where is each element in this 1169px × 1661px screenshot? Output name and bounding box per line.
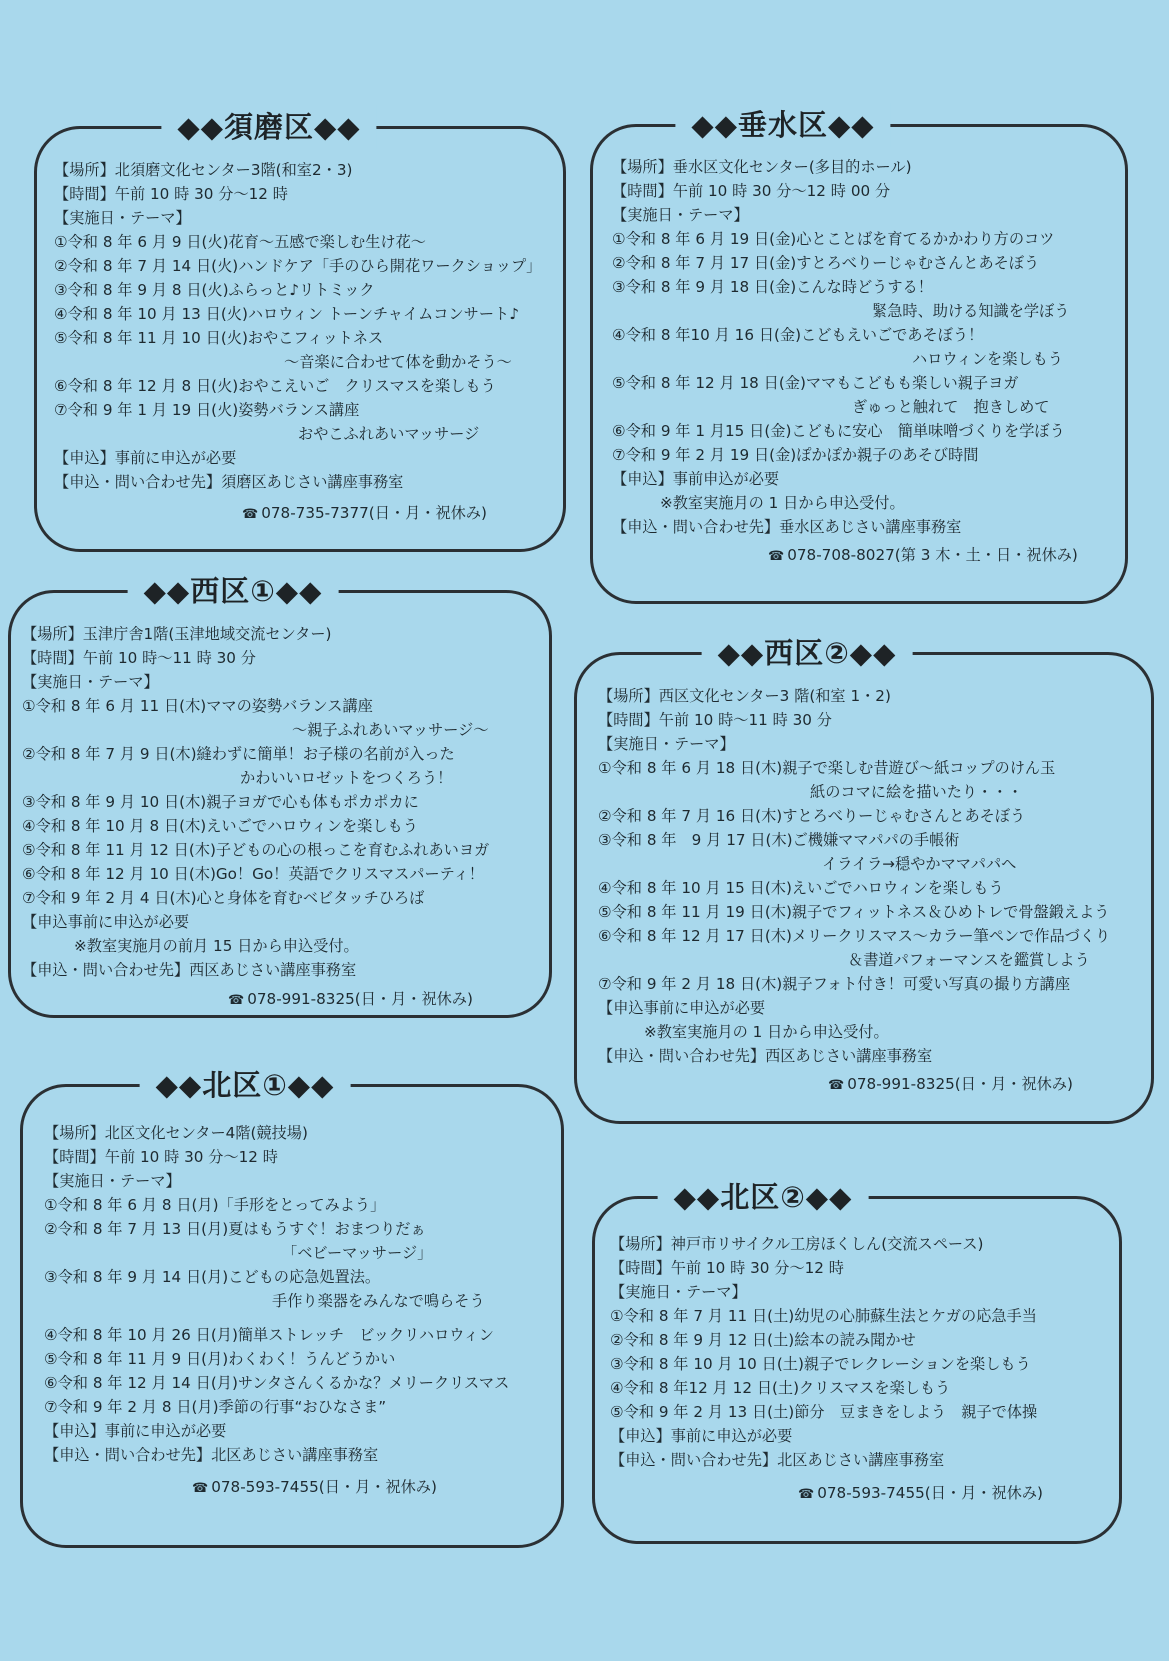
- list-item: 【申込・問い合わせ先】北区あじさい講座事務室: [610, 1451, 945, 1469]
- tarumi-title: ◆◆垂水区◆◆: [675, 103, 890, 147]
- list-item: ⑥令和 8 年 12 月 17 日(木)メリークリスマス～カラー筆ペンで作品づくり: [598, 927, 1111, 945]
- list-item: ⑤令和 8 年 11 月 9 日(月)わくわく！うんどうかい: [44, 1350, 396, 1368]
- list-item: 【申込】事前に申込が必要: [54, 449, 237, 467]
- phone-icon: ☎: [228, 993, 245, 1008]
- list-item: 【時間】午前 10 時～11 時 30 分: [598, 711, 832, 729]
- list-item: 【申込】事前に申込が必要: [44, 1422, 227, 1440]
- list-item: ⑦令和 9 年 2 月 8 日(月)季節の行事“おひなさま”: [44, 1398, 387, 1416]
- list-item: ②令和 8 年 7 月 17 日(金)すとろべりーじゃむさんとあそぼう: [612, 254, 1040, 272]
- list-item: ⑥令和 8 年 12 月 14 日(月)サンタさんくるかな？メリークリスマス: [44, 1374, 510, 1392]
- list-item: 手作り楽器をみんなで鳴らそう: [272, 1292, 485, 1310]
- nishi1-lines: [22, 622, 489, 982]
- phone-number: 078-593-7455(日・月・祝休み): [211, 1478, 437, 1496]
- list-item: ⑤令和 8 年 11 月 10 日(火)おやこフィットネス: [54, 329, 384, 347]
- list-item: ①令和 8 年 6 月 9 日(火)花育～五感で楽しむ生け花～: [54, 233, 426, 251]
- list-item: 【申込事前に申込が必要: [22, 913, 190, 931]
- list-item: 【申込事前に申込が必要: [598, 999, 766, 1017]
- list-item: ④令和 8 年 10 月 8 日(木)えいごでハロウィンを楽しもう: [22, 817, 418, 835]
- phone-icon: ☎: [768, 549, 785, 564]
- nishi1-title: ◆◆西区①◆◆: [128, 569, 339, 613]
- kita2-lines: [610, 1232, 1037, 1472]
- tarumi-lines: [612, 155, 1069, 539]
- list-item: ※教室実施月の前月 15 日から申込受付。: [74, 937, 359, 955]
- kita2-title: ◆◆北区②◆◆: [658, 1175, 869, 1219]
- phone-icon: ☎: [798, 1487, 815, 1502]
- list-item: 【申込・問い合わせ先】西区あじさい講座事務室: [22, 961, 357, 979]
- list-item: ⑦令和 9 年 2 月 19 日(金)ぽかぽか親子のあそび時間: [612, 446, 979, 464]
- list-item: 【申込・問い合わせ先】須磨区あじさい講座事務室: [54, 473, 404, 491]
- list-item: ②令和 8 年 9 月 12 日(土)絵本の読み聞かせ: [610, 1331, 916, 1349]
- list-item: 【実施日・テーマ】: [44, 1172, 181, 1190]
- list-item: ③令和 8 年 9 月 8 日(火)ふらっと♪リトミック: [54, 281, 375, 299]
- list-item: ②令和 8 年 7 月 14 日(火)ハンドケア「手のひら開花ワークショップ」: [54, 257, 542, 275]
- phone-number: 078-708-8027(第 3 木・土・日・祝休み): [787, 546, 1078, 564]
- list-item: 【申込・問い合わせ先】北区あじさい講座事務室: [44, 1446, 379, 1464]
- kita1-title: ◆◆北区①◆◆: [140, 1063, 351, 1107]
- list-item: おやこふれあいマッサージ: [298, 425, 480, 443]
- list-item: 緊急時、助ける知識を学ぼう: [872, 302, 1070, 320]
- list-item: 【時間】午前 10 時 30 分～12 時: [610, 1259, 844, 1277]
- list-item: 紙のコマに絵を描いたり・・・: [810, 783, 1023, 801]
- nishi2-title: ◆◆西区②◆◆: [702, 631, 913, 675]
- list-item: 【場所】北区文化センター4階(競技場): [44, 1124, 308, 1142]
- list-item: 【場所】垂水区文化センター(多目的ホール): [612, 158, 912, 176]
- kita2-phone: [798, 1482, 1043, 1503]
- list-item: ※教室実施月の 1 日から申込受付。: [644, 1023, 889, 1041]
- list-item: ～親子ふれあいマッサージ～: [292, 721, 489, 739]
- list-item: ⑤令和 8 年 11 月 19 日(木)親子でフィットネス＆ひめトレで骨盤鍛えよう: [598, 903, 1110, 921]
- list-item: ③令和 8 年 10 月 10 日(土)親子でレクレーションを楽しもう: [610, 1355, 1031, 1373]
- list-item: 【場所】神戸市リサイクル工房ほくしん(交流スペース): [610, 1235, 984, 1253]
- list-item: ⑤令和 8 年 11 月 12 日(木)子どもの心の根っこを育むふれあいヨガ: [22, 841, 490, 859]
- phone-number: 078-593-7455(日・月・祝休み): [817, 1484, 1043, 1502]
- list-item: ～音楽に合わせて体を動かそう～: [284, 353, 512, 371]
- list-item: ①令和 8 年 7 月 11 日(土)幼児の心肺蘇生法とケガの応急手当: [610, 1307, 1037, 1325]
- list-item: ※教室実施月の 1 日から申込受付。: [660, 494, 905, 512]
- list-item: ④令和 8 年 10 月 13 日(火)ハロウィン トーンチャイムコンサート♪: [54, 305, 519, 323]
- list-item: ②令和 8 年 7 月 9 日(木)縫わずに簡単！お子様の名前が入った: [22, 745, 455, 763]
- phone-number: 078-991-8325(日・月・祝休み): [847, 1075, 1073, 1093]
- list-item: ＆書道パフォーマンスを鑑賞しよう: [848, 951, 1090, 969]
- list-item: ②令和 8 年 7 月 16 日(木)すとろべりーじゃむさんとあそぼう: [598, 807, 1026, 825]
- list-item: ④令和 8 年 10 月 26 日(月)簡単ストレッチ ビックリハロウィン: [44, 1326, 494, 1344]
- list-item: ハロウィンを楽しもう: [912, 350, 1063, 368]
- list-item: ①令和 8 年 6 月 8 日(月)「手形をとってみよう」: [44, 1196, 386, 1214]
- list-item: イライラ→穏やかママパパへ: [822, 855, 1017, 873]
- list-item: ⑦令和 9 年 2 月 18 日(木)親子フォト付き！可愛い写真の撮り方講座: [598, 975, 1071, 993]
- phone-icon: ☎: [192, 1481, 209, 1496]
- list-item: ⑥令和 9 年 1 月15 日(金)こどもに安心 簡単味噌づくりを学ぼう: [612, 422, 1065, 440]
- list-item: 【時間】午前 10 時 30 分～12 時: [54, 185, 288, 203]
- list-item: 【時間】午前 10 時 30 分～12 時 00 分: [612, 182, 891, 200]
- kita1-phone: [192, 1476, 437, 1497]
- phone-number: 078-991-8325(日・月・祝休み): [247, 990, 473, 1008]
- list-item: かわいいロゼットをつくろう！: [240, 769, 453, 787]
- phone-icon: ☎: [828, 1078, 845, 1093]
- list-item: ⑥令和 8 年 12 月 10 日(木)Go！Go！英語でクリスマスパーティ！: [22, 865, 484, 883]
- nishi2-lines: [598, 684, 1110, 1068]
- list-item: 【実施日・テーマ】: [54, 209, 191, 227]
- list-item: ⑤令和 8 年 12 月 18 日(金)ママもこどもも楽しい親子ヨガ: [612, 374, 1019, 392]
- list-item: ④令和 8 年 10 月 15 日(木)えいごでハロウィンを楽しもう: [598, 879, 1004, 897]
- list-item: ②令和 8 年 7 月 13 日(月)夏はもうすぐ！おまつりだぁ: [44, 1220, 426, 1238]
- list-item: 【実施日・テーマ】: [598, 735, 735, 753]
- suma-title: ◆◆須磨区◆◆: [161, 105, 376, 149]
- kita1-lines: [44, 1121, 509, 1467]
- list-item: ③令和 8 年 9 月 18 日(金)こんな時どうする！: [612, 278, 933, 296]
- phone-icon: ☎: [242, 507, 259, 522]
- list-item: ③令和 8 年 9 月 14 日(月)こどもの応急処置法。: [44, 1268, 381, 1286]
- list-item: ⑥令和 8 年 12 月 8 日(火)おやこえいご クリスマスを楽しもう: [54, 377, 496, 395]
- list-item: 【場所】玉津庁舎1階(玉津地域交流センター): [22, 625, 332, 643]
- suma-lines: [54, 158, 541, 494]
- list-item: 「ベビーマッサージ」: [282, 1244, 433, 1262]
- tarumi-phone: [768, 544, 1078, 565]
- list-item: 【時間】午前 10 時 30 分～12 時: [44, 1148, 278, 1166]
- list-item: ①令和 8 年 6 月 11 日(木)ママの姿勢バランス講座: [22, 697, 373, 715]
- nishi2-phone: [828, 1073, 1073, 1094]
- list-item: ③令和 8 年 9 月 10 日(木)親子ヨガで心も体もポカポカに: [22, 793, 419, 811]
- list-item: ⑦令和 9 年 2 月 4 日(木)心と身体を育むベビタッチひろば: [22, 889, 425, 907]
- list-item: ①令和 8 年 6 月 19 日(金)心とことばを育てるかかわり方のコツ: [612, 230, 1055, 248]
- list-item: 【実施日・テーマ】: [610, 1283, 747, 1301]
- suma-phone: [242, 502, 487, 523]
- list-item: ⑦令和 9 年 1 月 19 日(火)姿勢バランス講座: [54, 401, 360, 419]
- list-item: ④令和 8 年10 月 16 日(金)こどもえいごであそぼう！: [612, 326, 984, 344]
- list-item: 【場所】北須磨文化センター3階(和室2・3): [54, 161, 353, 179]
- list-item: ⑤令和 9 年 2 月 13 日(土)節分 豆まきをしよう 親子で体操: [610, 1403, 1038, 1421]
- list-item: 【場所】西区文化センター3 階(和室 1・2): [598, 687, 891, 705]
- list-item: ぎゅっと触れて 抱きしめて: [852, 398, 1050, 416]
- list-item: 【実施日・テーマ】: [612, 206, 749, 224]
- list-item: 【申込・問い合わせ先】垂水区あじさい講座事務室: [612, 518, 962, 536]
- list-item: 【実施日・テーマ】: [22, 673, 159, 691]
- nishi1-phone: [228, 988, 473, 1009]
- list-item: ③令和 8 年 9 月 17 日(木)ご機嫌ママパパの手帳術: [598, 831, 960, 849]
- list-item: 【申込】事前申込が必要: [612, 470, 780, 488]
- list-item: ①令和 8 年 6 月 18 日(木)親子で楽しむ昔遊び～紙コップのけん玉: [598, 759, 1056, 777]
- list-item: 【申込・問い合わせ先】西区あじさい講座事務室: [598, 1047, 933, 1065]
- list-item: 【時間】午前 10 時～11 時 30 分: [22, 649, 256, 667]
- list-item: ④令和 8 年12 月 12 日(土)クリスマスを楽しもう: [610, 1379, 951, 1397]
- phone-number: 078-735-7377(日・月・祝休み): [261, 504, 487, 522]
- list-item: 【申込】事前に申込が必要: [610, 1427, 793, 1445]
